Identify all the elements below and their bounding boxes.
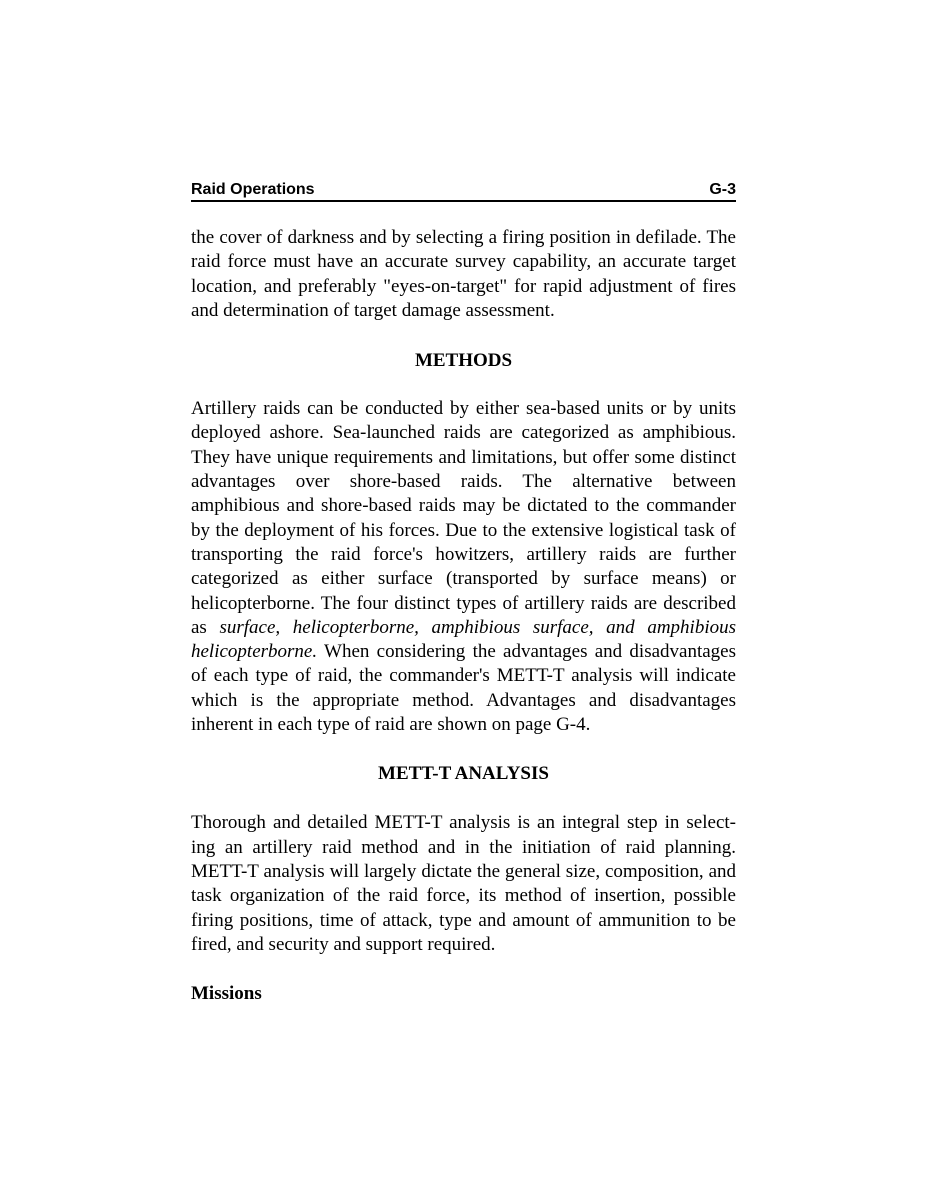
methods-paragraph-italic: surface, helicopterborne, amphibious surface, and amphibious helicopterborne.: [191, 616, 736, 663]
mett-t-heading: METT-T ANALYSIS: [378, 763, 549, 785]
methods-paragraph-part1: Artillery raids can be conducted by either sea-based units or by units deployed ashore. Sea-launched raids are categorized as amphibious. They have unique requirements and limitations, but offer some distinct advantages over shore-based raids. The alternative between amphibious and shore-based raids may be dictated to the commander by the deployment of his forces. Due to the extensive logistical task of transporting the raid force's howitzers, artillery raids are further categorized as either surface (transported by surface means) or helicopterborne. The four distinct types of artillery raids are described as: [191, 398, 736, 638]
mett-t-paragraph: Thorough and detailed METT-T analysis is an integral step in select-ing an artillery raid method and in the initiation of raid planning. METT-T analysis will largely dictate the general size, composition, and task organization of the raid force, its method of insertion, possible firing positions, time of attack, type and amount of ammunition to be fired, and security and support required.: [191, 812, 736, 955]
missions-heading: Missions: [191, 983, 262, 1005]
methods-heading: METHODS: [414, 350, 513, 372]
methods-paragraph-part2: When considering the advantages and disadvantages of each type of raid, the commander's METT-T analysis will indicate which is the appropriate method. Advantages and disadvantages inherent in each type of raid are shown on page G-4.: [191, 641, 736, 736]
header-title: Raid Operations: [191, 181, 315, 198]
header-page-number: G-3: [709, 181, 736, 198]
methods-paragraph: [191, 397, 736, 737]
intro-paragraph: the cover of darkness and by selecting a firing position in defilade. The raid force must have an accurate survey capability, an accurate target location, and preferably "eyes-on-target" for rapid adjustment of fires and determination of target damage assessment.: [191, 227, 736, 321]
document-page: [191, 180, 736, 1005]
running-header: [191, 180, 736, 202]
